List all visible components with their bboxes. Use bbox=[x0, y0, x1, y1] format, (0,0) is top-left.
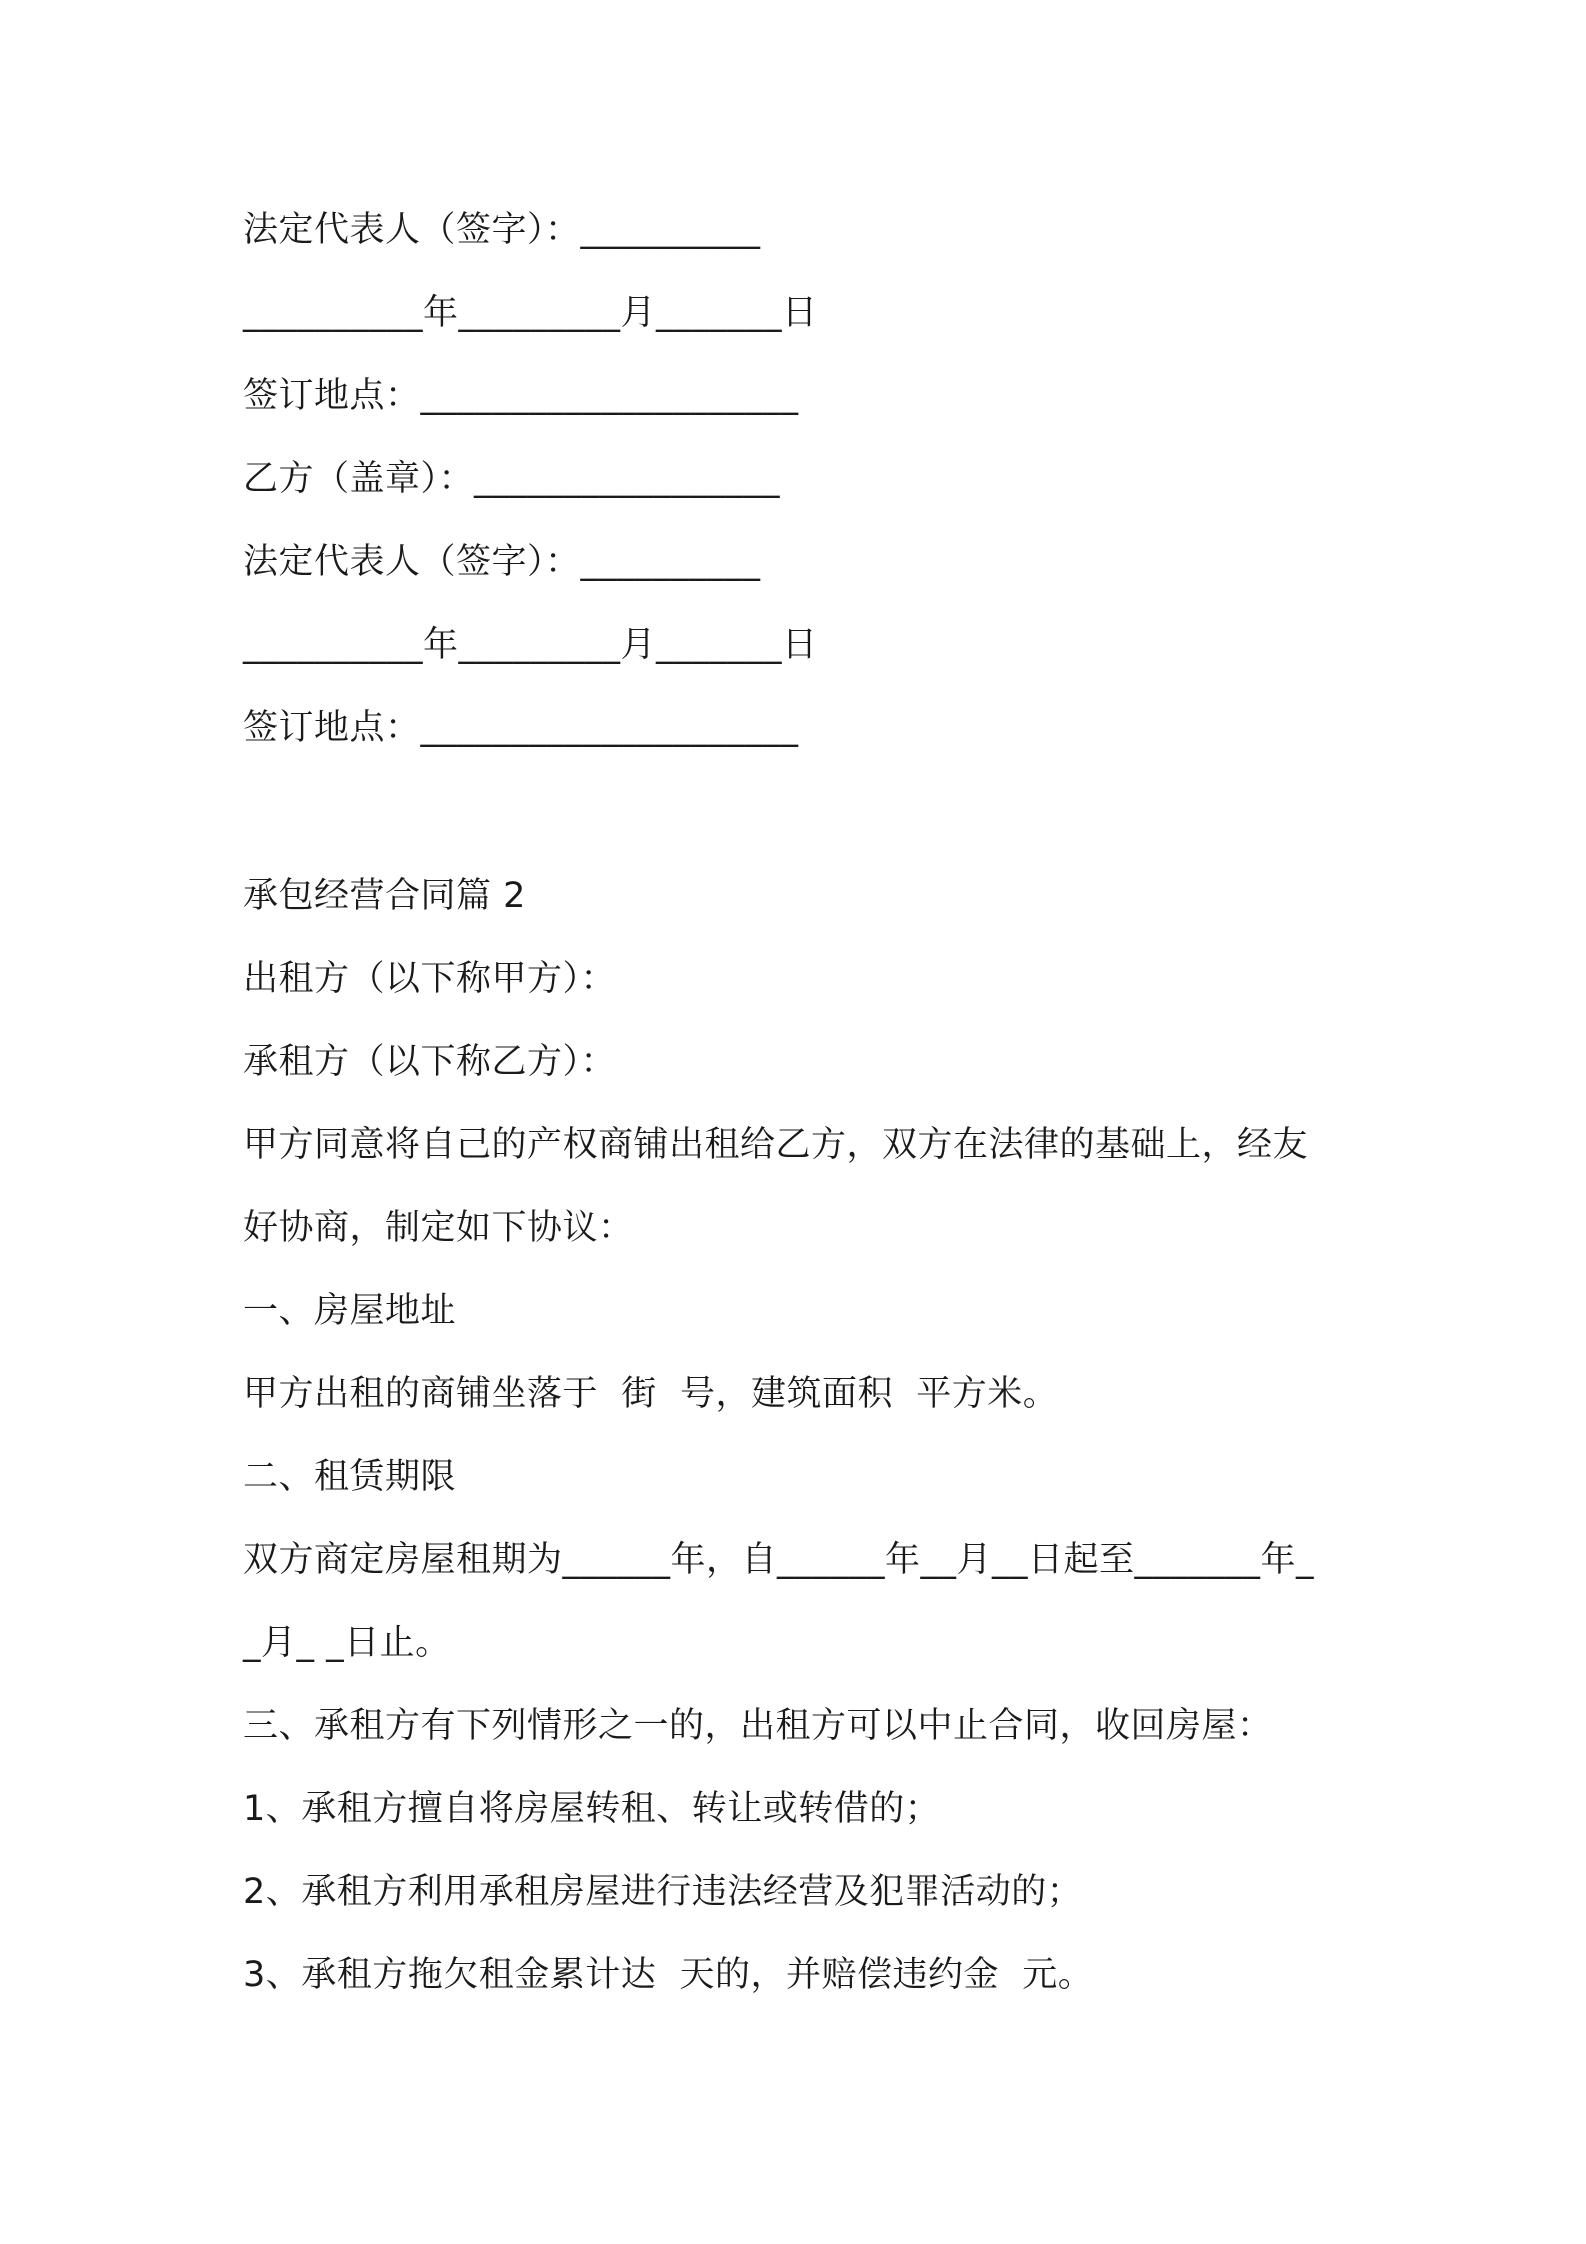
section-2-text-line-2: _月_ _日止。 bbox=[243, 1623, 451, 1663]
section-3-item-2: 2、承租方利用承租房屋进行违法经营及犯罪活动的； bbox=[243, 1872, 1083, 1912]
party-b-signing-place-line: 签订地点：_____________________ bbox=[243, 708, 799, 748]
section-3-heading: 三、承租方有下列情形之一的，出租方可以中止合同，收回房屋： bbox=[243, 1706, 1273, 1746]
party-b-seal-line: 乙方（盖章）：_________________ bbox=[243, 459, 781, 499]
section-3-item-3: 3、承租方拖欠租金累计达 天的，并赔偿违约金 元。 bbox=[243, 1955, 1094, 1995]
section-1-heading: 一、房屋地址 bbox=[243, 1291, 457, 1331]
party-b-representative-line: 法定代表人（签字）：__________ bbox=[243, 542, 761, 582]
party-a-representative-line: 法定代表人（签字）：__________ bbox=[243, 210, 761, 250]
lessee-line: 承租方（以下称乙方）： bbox=[243, 1042, 617, 1082]
party-b-date-line: __________年_________月_______日 bbox=[243, 625, 818, 665]
party-a-date-line: __________年_________月_______日 bbox=[243, 293, 818, 333]
party-a-signing-place-line: 签订地点：_____________________ bbox=[243, 376, 799, 416]
section-3-item-1: 1、承租方擅自将房屋转租、转让或转借的； bbox=[243, 1789, 941, 1829]
section-2-heading: 二、租赁期限 bbox=[243, 1457, 457, 1497]
lessor-line: 出租方（以下称甲方）： bbox=[243, 959, 617, 999]
intro-paragraph-line-2: 好协商，制定如下协议： bbox=[243, 1208, 634, 1248]
section-1-text: 甲方出租的商铺坐落于 街 号，建筑面积 平方米。 bbox=[243, 1374, 1059, 1414]
intro-paragraph-line-1: 甲方同意将自己的产权商铺出租给乙方，双方在法律的基础上，经友 bbox=[243, 1125, 1309, 1165]
section-2-text-line-1: 双方商定房屋租期为______年，自______年__月__日起至_______年_ bbox=[243, 1540, 1315, 1580]
contract-title: 承包经营合同篇 2 bbox=[243, 876, 526, 916]
